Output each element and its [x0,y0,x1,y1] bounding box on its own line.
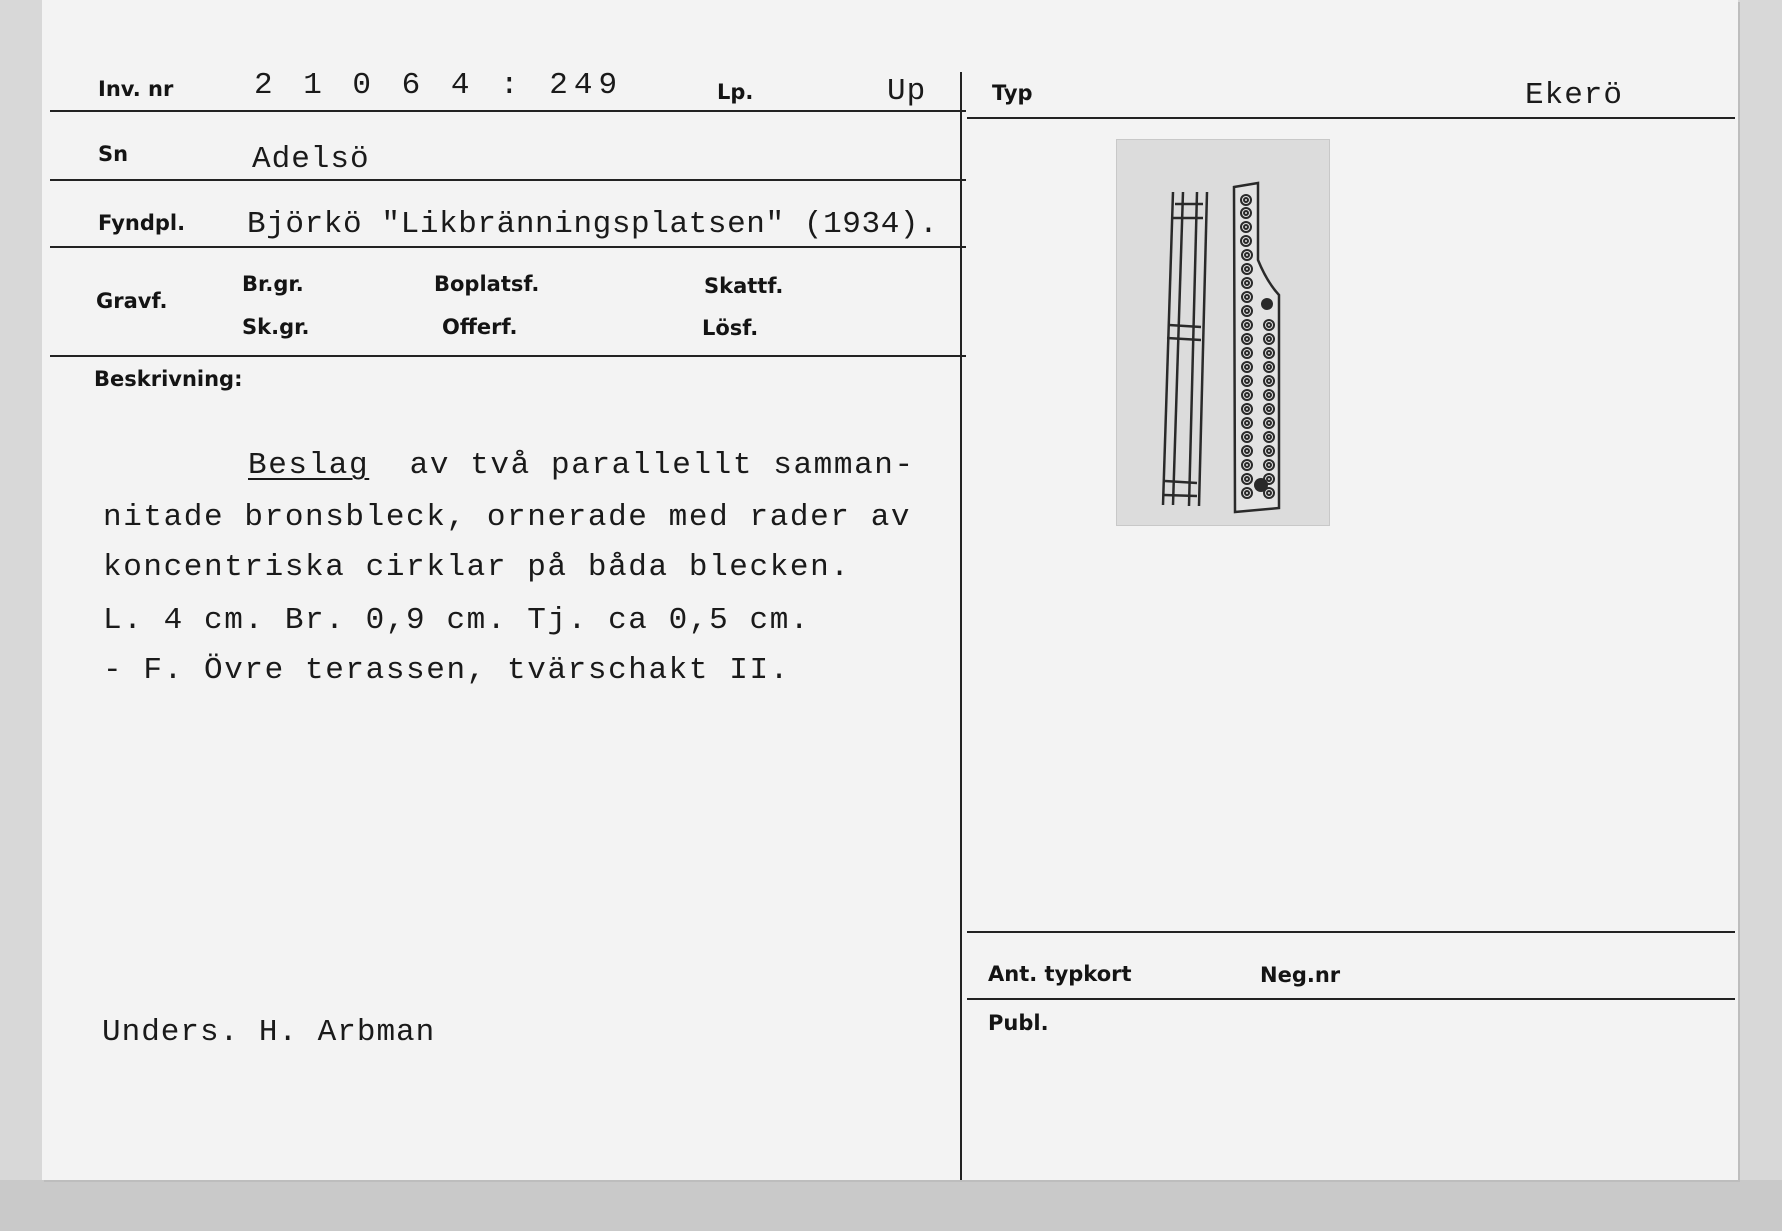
description-line-4: L. 4 cm. Br. 0,9 cm. Tj. ca 0,5 cm. [103,603,811,638]
skattf-label: Skattf. [704,274,784,298]
inv-label: Inv. nr [98,77,174,101]
gravf-label: Gravf. [96,289,168,313]
fyndpl-label: Fyndpl. [98,211,186,235]
losf-label: Lösf. [702,316,759,340]
sn-label: Sn [98,142,129,166]
undersokare: Unders. H. Arbman [102,1015,436,1050]
description-line-1-rest: av två parallellt samman- [369,448,915,483]
landskap-value: Up [887,74,927,109]
ant-typkort-label: Ant. typkort [988,962,1132,986]
offerf-label: Offerf. [442,315,518,339]
boplatsf-label: Boplatsf. [434,272,540,296]
inv-value: 2 1 0 6 4 : 249 [254,68,624,103]
sn-value: Adelsö [252,142,370,177]
beskrivning-label: Beskrivning: [94,367,243,391]
negnr-label: Neg.nr [1260,963,1341,987]
brgr-label: Br.gr. [242,272,304,296]
typ-label: Typ [992,81,1033,105]
description-line-3: koncentriska cirklar på båda blecken. [103,550,851,585]
divider-ant-bottom [967,998,1735,1000]
scan-background [0,1180,1782,1231]
kommun-value: Ekerö [1525,78,1624,113]
object-photo [1117,140,1329,525]
divider-fyndpl [50,246,966,248]
publ-label: Publ. [988,1011,1049,1035]
catalog-card [42,0,1738,1180]
mount-drawing [1117,140,1329,525]
left-plate [1163,192,1207,506]
description-line-1 [248,448,915,483]
divider-gravf [50,355,966,357]
skgr-label: Sk.gr. [242,315,310,339]
divider-inv [50,110,966,112]
fyndpl-value: Björkö "Likbränningsplatsen" (1934). [247,207,939,242]
description-line-2: nitade bronsbleck, ornerade med rader av [103,500,912,535]
divider-ant-top [967,931,1735,933]
divider-sn [50,179,966,181]
object-name: Beslag [248,448,370,483]
description-line-5: - F. Övre terassen, tvärschakt II. [103,653,790,688]
divider-typ [967,117,1735,119]
lp-label: Lp. [717,80,754,104]
center-divider [960,72,962,1180]
